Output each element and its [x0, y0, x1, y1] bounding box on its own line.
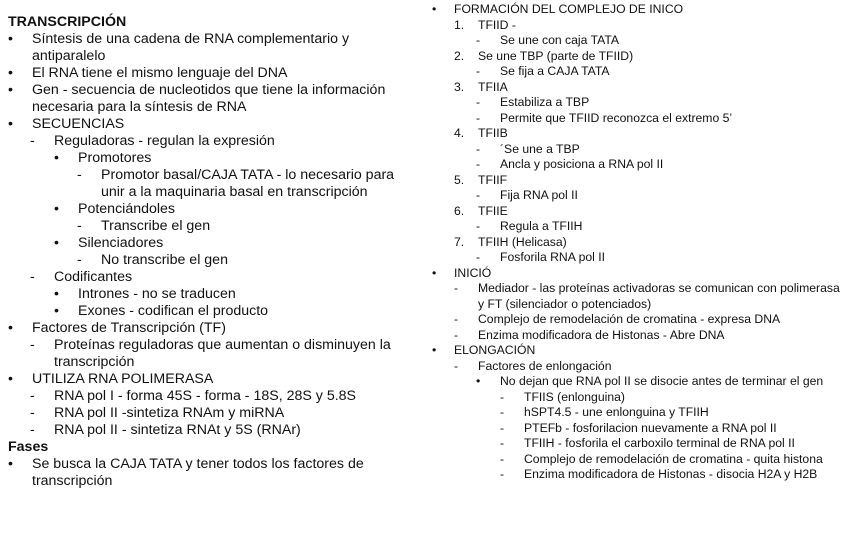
list-item-text: RNA pol I - forma 45S - forma - 18S, 28S y 5.8S [54, 388, 357, 404]
list-item-text: TFIIE [478, 203, 508, 218]
list-item-text: Estabiliza a TBP [500, 95, 590, 109]
list-item-text: hSPT4.5 - une enlonguina y TFIIH [524, 405, 709, 419]
list-item [8, 405, 418, 422]
list-item [432, 33, 842, 49]
dash-marker: - [476, 64, 481, 78]
list-item-text: Fija RNA pol II [500, 188, 578, 202]
list-item [8, 269, 418, 286]
list-item [432, 204, 842, 220]
number-marker: 6. [454, 203, 465, 218]
list-item [8, 116, 418, 133]
dash-marker: - [30, 133, 35, 149]
list-item [432, 111, 842, 127]
list-item [8, 337, 418, 371]
bullet-marker: • [8, 371, 13, 387]
list-item [432, 64, 842, 80]
dash-marker: - [454, 312, 459, 326]
list-item-text: Complejo de remodelación de cromatina - quita histona [524, 451, 823, 466]
bullet-marker: • [54, 150, 59, 166]
dash-marker: - [77, 218, 82, 234]
dash-marker: - [454, 327, 459, 342]
section-heading: INICIÓ [454, 265, 492, 280]
dash-marker: - [30, 337, 35, 353]
list-item-text: Enzima modificadora de Histonas - disocia H2A y H2B [524, 467, 818, 481]
section-heading: ELONGACIÓN [454, 343, 536, 357]
bullet-marker: • [8, 65, 13, 81]
dash-marker: - [500, 436, 505, 450]
list-item-text: Potenciándoles [78, 201, 176, 217]
bullet-marker: • [432, 2, 437, 16]
dash-marker: - [476, 141, 481, 156]
list-item [432, 219, 842, 235]
bullet-marker: • [432, 265, 437, 280]
list-item-text: Se une TBP (parte de TFIID) [478, 48, 634, 63]
list-item [8, 388, 418, 405]
list-item [8, 218, 418, 235]
list-item [432, 343, 842, 359]
list-item [432, 436, 842, 452]
number-marker: 7. [454, 234, 465, 249]
bullet-marker: • [54, 235, 59, 251]
list-item [8, 150, 418, 167]
list-item-text: Exones - codifican el producto [78, 303, 269, 319]
list-item [8, 371, 418, 388]
list-item [432, 467, 842, 483]
list-item-text: Factores de enlongación [478, 358, 612, 373]
bullet-marker: • [8, 456, 13, 472]
dash-marker: - [476, 157, 481, 171]
list-item-text: RNA pol II - sintetiza RNAt y 5S (RNAr) [54, 422, 301, 438]
dash-marker: - [476, 250, 481, 264]
list-item-text: Se busca la CAJA TATA y tener todos los factores de transcripción [32, 456, 364, 489]
dash-marker: - [476, 110, 481, 125]
list-item-text: TFIIH - fosforila el carboxilo terminal de RNA pol II [524, 436, 795, 450]
list-item [8, 31, 418, 65]
list-item-text: Codificantes [54, 269, 133, 285]
left-column [8, 0, 418, 490]
list-item [432, 157, 842, 173]
dash-marker: - [77, 167, 82, 183]
list-item [8, 201, 418, 218]
dash-marker: - [500, 420, 505, 435]
list-item-text: Regula a TFIIH [500, 219, 583, 233]
list-item [8, 235, 418, 252]
list-item-text: Silenciadores [78, 235, 164, 251]
list-item [8, 65, 418, 82]
list-item [8, 286, 418, 303]
dash-marker: - [30, 422, 35, 438]
dash-marker: - [500, 389, 505, 404]
bullet-marker: • [54, 286, 59, 302]
list-item-text: Complejo de remodelación de cromatina - expresa DNA [478, 312, 781, 326]
list-item [8, 252, 418, 269]
list-item [432, 328, 842, 344]
list-item-text: TFIIS (enlonguina) [524, 389, 625, 404]
list-item-text: Ancla y posiciona a RNA pol II [500, 157, 664, 171]
dash-marker: - [476, 33, 481, 47]
list-item-text: Mediador - las proteínas activadoras se comunican con polimerasa y FT (silenciador o potenciados) [478, 281, 840, 311]
dash-marker: - [454, 281, 459, 295]
list-item-text: Enzima modificadora de Histonas - Abre DNA [478, 327, 725, 342]
dash-marker: - [476, 219, 481, 233]
list-item [432, 359, 842, 375]
list-item-text: Permite que TFIID reconozca el extremo 5’ [500, 110, 733, 125]
list-item [432, 405, 842, 421]
number-marker: 4. [454, 126, 465, 140]
list-item [432, 2, 842, 18]
list-item-text: No transcribe el gen [101, 252, 228, 268]
list-item [432, 452, 842, 468]
list-item-text: Transcribe el gen [101, 218, 211, 234]
bullet-marker: • [54, 303, 59, 319]
list-item [8, 82, 418, 116]
list-item-text: TFIID - [478, 17, 516, 32]
list-item-text: Se fija a CAJA TATA [500, 64, 610, 78]
list-item [8, 133, 418, 150]
list-item-text: TFIIA [478, 79, 508, 94]
list-item-text: Síntesis de una cadena de RNA complementario y antiparalelo [32, 31, 350, 64]
list-item-text: TFIIB [478, 126, 508, 140]
list-item [432, 142, 842, 158]
list-item-text: UTILIZA RNA POLIMERASA [32, 371, 214, 387]
list-item [432, 18, 842, 34]
list-item [8, 303, 418, 320]
list-item-text: Se une con caja TATA [500, 33, 620, 47]
list-item-text: Reguladoras - regulan la expresión [54, 133, 275, 149]
list-item [432, 95, 842, 111]
list-item-text: Fosforila RNA pol II [500, 250, 605, 264]
section-heading: FORMACIÓN DEL COMPLEJO DE INICO [454, 2, 684, 16]
dash-marker: - [30, 269, 35, 285]
list-item [432, 312, 842, 328]
list-item [432, 266, 842, 282]
bullet-marker: • [8, 82, 13, 98]
list-item-text: Promotor basal/CAJA TATA - lo necesario para unir a la maquinaria basal en transcripción [101, 167, 395, 200]
list-item-text: Gen - secuencia de nucleotidos que tiene la información necesaria para la síntesis de RNA [32, 82, 386, 115]
list-item [432, 421, 842, 437]
list-item [432, 281, 842, 312]
dash-marker: - [30, 388, 35, 404]
list-item [432, 374, 842, 390]
list-item-text: Intrones - no se traducen [78, 286, 236, 302]
dash-marker: - [476, 95, 481, 109]
list-item-text: Promotores [78, 150, 152, 166]
list-item [8, 320, 418, 337]
dash-marker: - [500, 405, 505, 419]
list-item-text: El RNA tiene el mismo lenguaje del DNA [32, 65, 288, 81]
list-item-text: Factores de Transcripción (TF) [32, 320, 226, 336]
bullet-marker: • [54, 201, 59, 217]
number-marker: 3. [454, 79, 465, 94]
list-item [432, 80, 842, 96]
dash-marker: - [500, 467, 505, 481]
heading-fases: Fases [8, 439, 49, 455]
right-column [432, 0, 842, 483]
list-item [432, 390, 842, 406]
bullet-marker: • [432, 343, 437, 357]
list-item [432, 49, 842, 65]
bullet-marker: • [8, 31, 13, 47]
list-item [8, 167, 418, 201]
list-item-text: No dejan que RNA pol II se disocie antes de terminar el gen [500, 374, 824, 388]
list-item-text: TFIIH (Helicasa) [478, 234, 567, 249]
list-item-text: TFIIF [478, 172, 508, 187]
bullet-marker: • [8, 320, 13, 336]
bullet-marker: • [8, 116, 13, 132]
list-item [8, 456, 418, 490]
number-marker: 2. [454, 48, 465, 63]
list-item [432, 188, 842, 204]
list-item-text: ´Se une a TBP [500, 141, 580, 156]
list-item [8, 422, 418, 439]
title-transcripcion: TRANSCRIPCIÓN [8, 14, 127, 30]
list-item-text: SECUENCIAS [32, 116, 125, 132]
dash-marker: - [30, 405, 35, 421]
dash-marker: - [500, 451, 505, 466]
list-item-text: Proteínas reguladoras que aumentan o disminuyen la transcripción [54, 337, 391, 370]
bullet-marker: • [476, 374, 481, 388]
list-item [432, 235, 842, 251]
list-item [432, 250, 842, 266]
list-item-text: PTEFb - fosforilacion nuevamente a RNA pol II [524, 420, 777, 435]
dash-marker: - [77, 252, 82, 268]
number-marker: 1. [454, 17, 465, 32]
number-marker: 5. [454, 172, 465, 187]
list-item-text: RNA pol II -sintetiza RNAm y miRNA [54, 405, 285, 421]
list-item [432, 126, 842, 142]
dash-marker: - [476, 188, 481, 202]
list-item [432, 173, 842, 189]
dash-marker: - [454, 358, 459, 373]
